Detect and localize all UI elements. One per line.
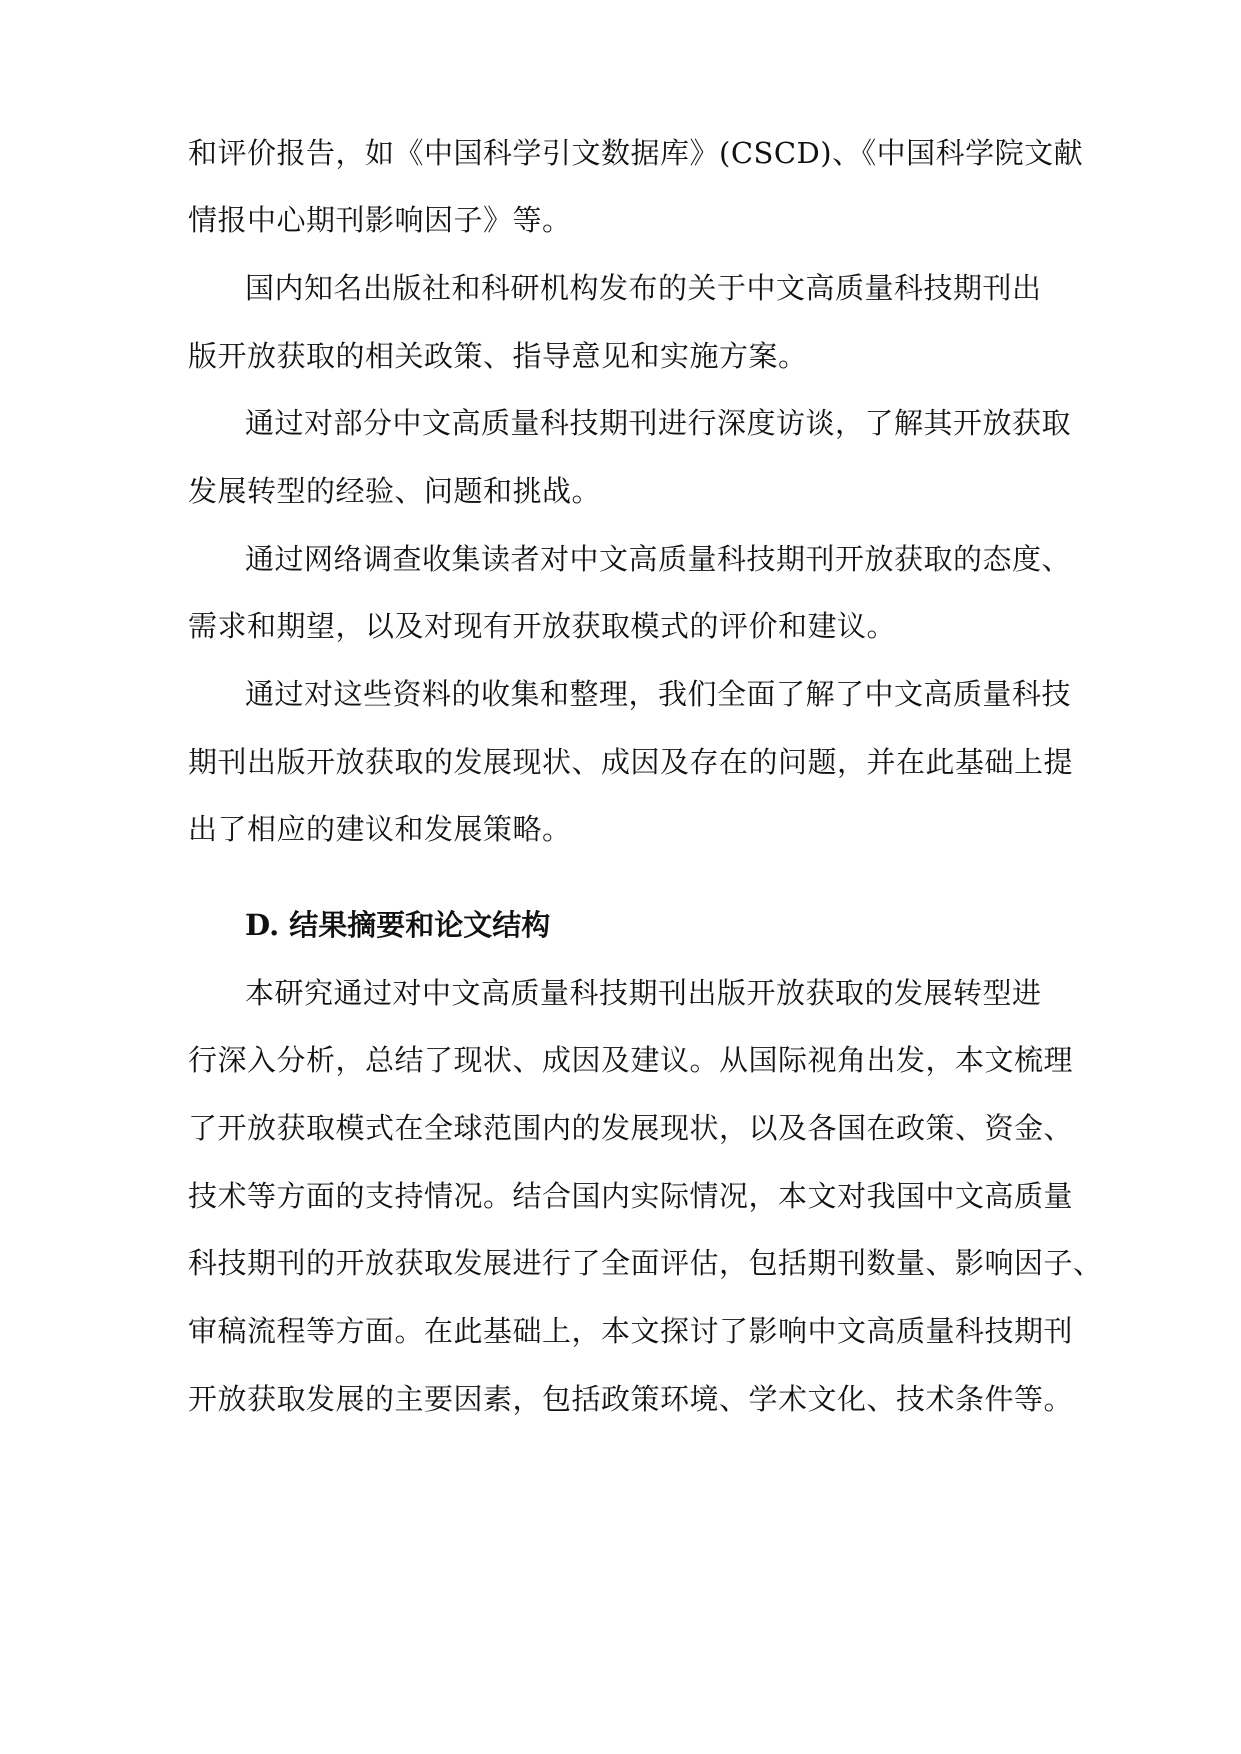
paragraph-4-line-2: 需求和期望，以及对现有开放获取模式的评价和建议。 — [188, 609, 897, 643]
paragraph-3-line-1: 通过对部分中文高质量科技期刊进行深度访谈，了解其开放获取 — [245, 406, 1072, 440]
section-heading: D. 结果摘要和论文结构 — [245, 908, 551, 942]
paragraph-6-line-6: 审稿流程等方面。在此基础上，本文探讨了影响中文高质量科技期刊 — [188, 1314, 1074, 1348]
paragraph-1-line-1: 和评价报告，如《中国科学引文数据库》(CSCD)、《中国科学院文献 — [188, 136, 1084, 170]
paragraph-5-line-1: 通过对这些资料的收集和整理，我们全面了解了中文高质量科技 — [245, 677, 1072, 711]
paragraph-6-line-7: 开放获取发展的主要因素，包括政策环境、学术文化、技术条件等。 — [188, 1382, 1074, 1416]
paragraph-5-line-2: 期刊出版开放获取的发展现状、成因及存在的问题，并在此基础上提 — [188, 745, 1074, 779]
paragraph-6-line-3: 了开放获取模式在全球范围内的发展现状，以及各国在政策、资金、 — [188, 1111, 1074, 1145]
paragraph-6-line-5: 科技期刊的开放获取发展进行了全面评估，包括期刊数量、影响因子、 — [188, 1246, 1103, 1280]
paragraph-6-line-1: 本研究通过对中文高质量科技期刊出版开放获取的发展转型进 — [245, 976, 1042, 1010]
paragraph-2-line-1: 国内知名出版社和科研机构发布的关于中文高质量科技期刊出 — [245, 271, 1042, 305]
paragraph-3-line-2: 发展转型的经验、问题和挑战。 — [188, 474, 602, 508]
paragraph-4-line-1: 通过网络调查收集读者对中文高质量科技期刊开放获取的态度、 — [245, 542, 1072, 576]
paragraph-2-line-2: 版开放获取的相关政策、指导意见和实施方案。 — [188, 339, 808, 373]
paragraph-1-line-2: 情报中心期刊影响因子》等。 — [188, 203, 572, 237]
paragraph-6-line-4: 技术等方面的支持情况。结合国内实际情况，本文对我国中文高质量 — [188, 1179, 1074, 1213]
paragraph-6-line-2: 行深入分析，总结了现状、成因及建议。从国际视角出发，本文梳理 — [188, 1043, 1074, 1077]
paragraph-5-line-3: 出了相应的建议和发展策略。 — [188, 812, 572, 846]
